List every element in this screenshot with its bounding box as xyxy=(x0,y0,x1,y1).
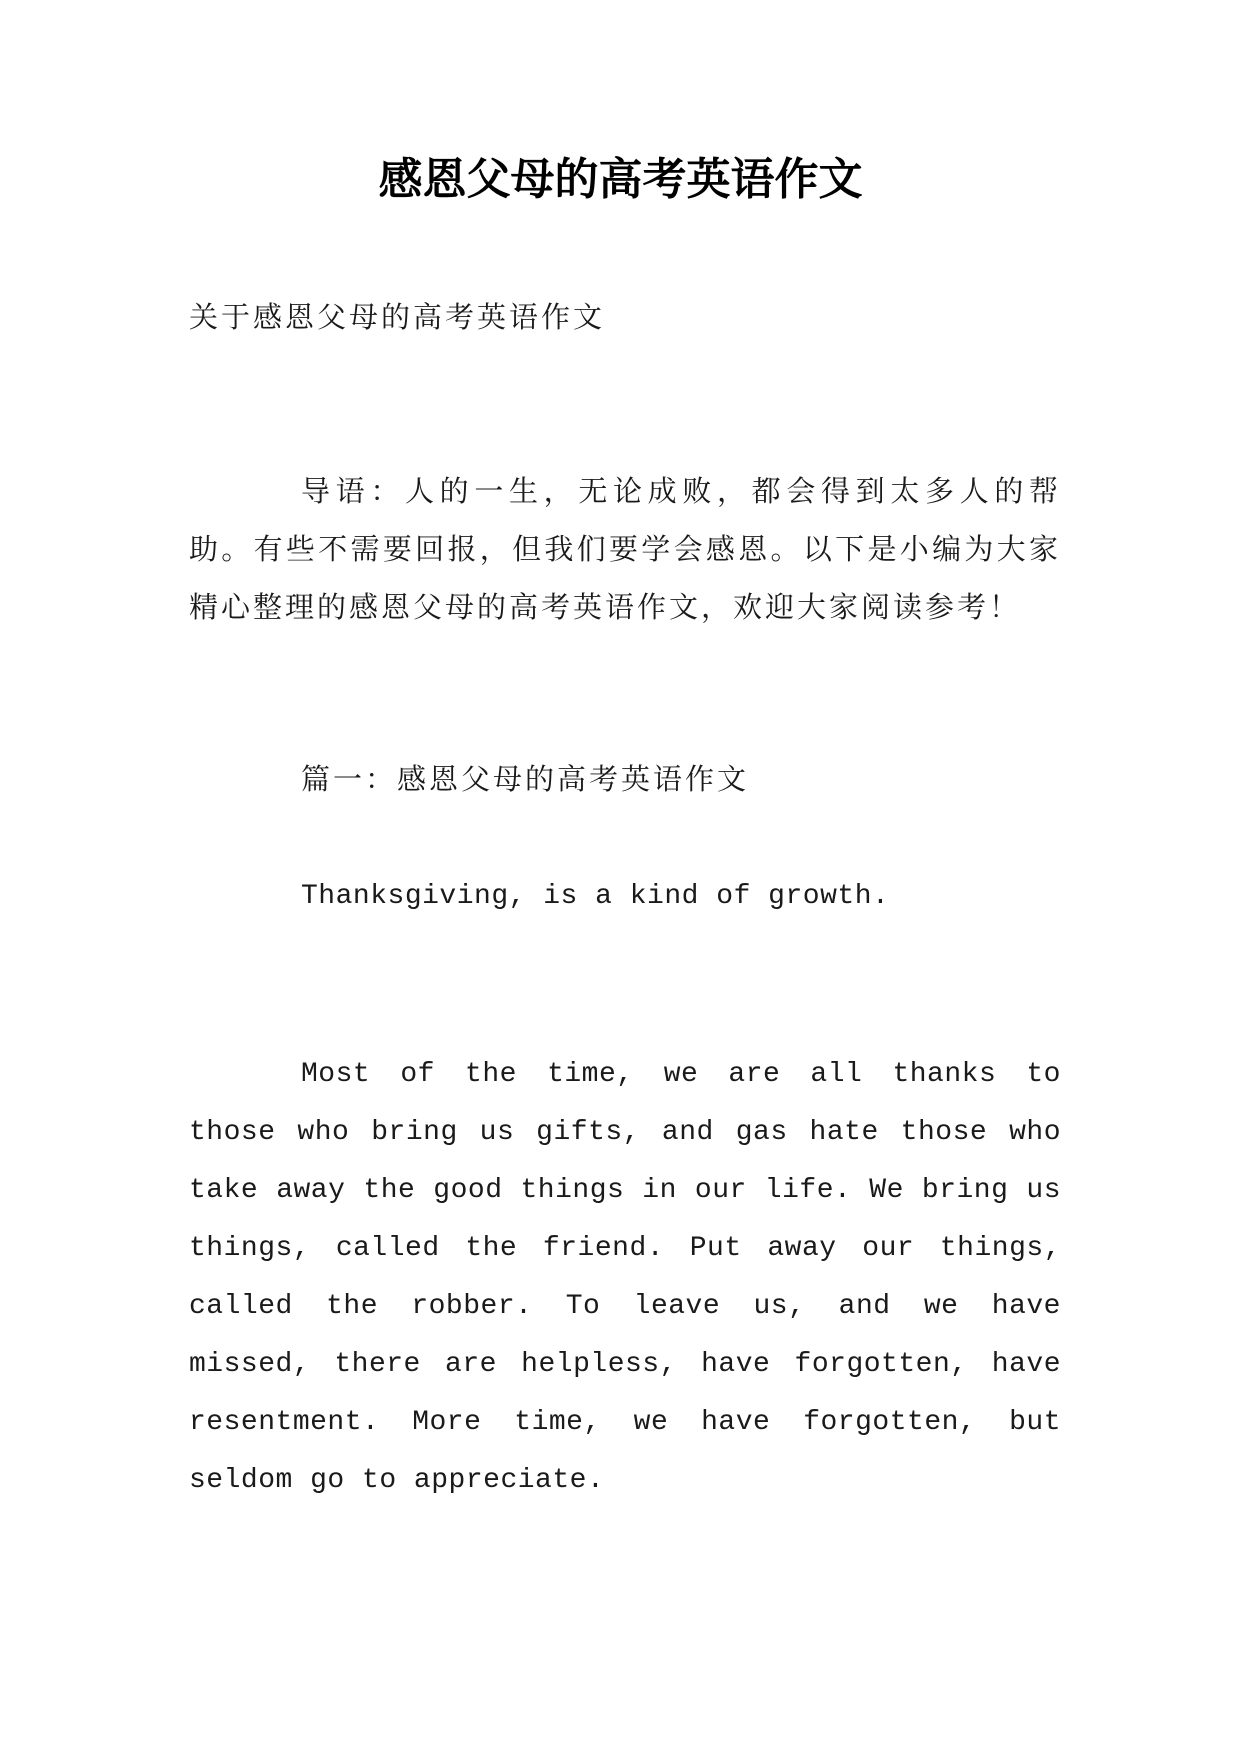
document-subtitle: 关于感恩父母的高考英语作文 xyxy=(189,300,606,334)
intro-paragraph: 导语：人的一生，无论成败，都会得到太多人的帮助。有些不需要回报，但我们要学会感恩。以下是小编为大家精心整理的感恩父母的高考英语作文，欢迎大家阅读参考！ xyxy=(189,474,1061,624)
thesis-line: Thanksgiving, is a kind of growth. xyxy=(301,881,890,912)
body-paragraph: Most of the time, we are all thanks to those who bring us gifts, and gas hate those who take away the good things in our life. We bring us things, called the friend. Put away our things, called the robber. To leave us, and we have missed, there are helpless, have forgotten, have resentment. More time, we have forgotten, but seldom go to appreciate. xyxy=(189,1059,1061,1496)
document-title: 感恩父母的高考英语作文 xyxy=(378,154,863,205)
section-heading: 篇一：感恩父母的高考英语作文 xyxy=(301,762,750,796)
